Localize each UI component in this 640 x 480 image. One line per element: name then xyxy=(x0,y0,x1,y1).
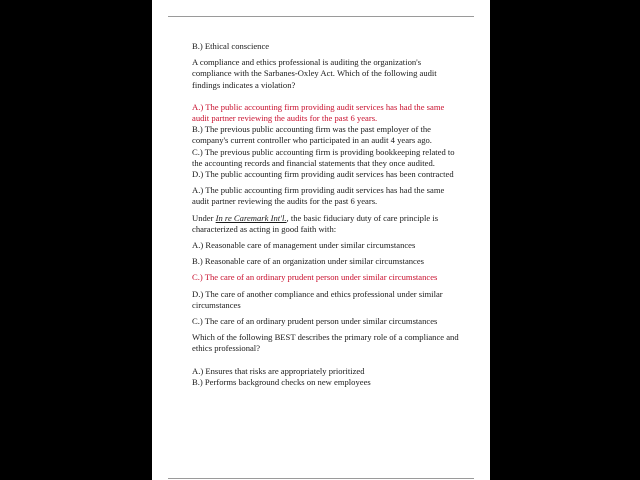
q2-question-suffix: , the basic fiduciary duty of care principle is characterized as acting in good faith with: xyxy=(192,212,439,234)
q2-question xyxy=(192,213,462,235)
document-page xyxy=(152,0,490,480)
q0-option-b: B.) Ethical conscience xyxy=(192,41,270,51)
q1-option-c: C.) The previous public accounting firm is providing bookkeeping related to the accounting records and financial statements that they once audited. xyxy=(192,146,455,168)
q1-option-a-correct: A.) The public accounting firm providing audit services has had the same audit partner reviewing the audits for the past 6 years. xyxy=(192,101,445,124)
case-name: In re Caremark Int'l. xyxy=(215,212,287,223)
q3-question: Which of the following BEST describes the primary role of a compliance and ethics professional? xyxy=(192,332,459,354)
q1-option-b: B.) The previous public accounting firm was the past employer of the company's current controller who participated in an audit 4 years ago. xyxy=(192,124,432,146)
q1-question: A compliance and ethics professional is auditing the organization's compliance with the Sarbanes-Oxley Act. Which of the following audit findings indicates a violation? xyxy=(192,57,437,90)
q2-option-c-correct: C.) The care of an ordinary prudent person under similar circumstances xyxy=(192,272,438,283)
q2-question-prefix: Under xyxy=(192,212,216,223)
q3-option-a: A.) Ensures that risks are appropriately prioritized xyxy=(192,365,365,376)
q2-option-b: B.) Reasonable care of an organization under similar circumstances xyxy=(192,256,425,267)
q1-option-d: D.) The public accounting firm providing audit services has been contracted xyxy=(192,169,454,180)
q3-option-b: B.) Performs background checks on new employees xyxy=(192,376,371,387)
document-body xyxy=(192,41,462,388)
top-divider xyxy=(168,16,474,17)
q2-option-d: D.) The care of another compliance and ethics professional under similar circumstances xyxy=(192,288,443,310)
bottom-divider xyxy=(168,478,474,479)
q1-answer: A.) The public accounting firm providing audit services has had the same audit partner reviewing the audits for the past 6 years. xyxy=(192,185,445,207)
q2-answer: C.) The care of an ordinary prudent person under similar circumstances xyxy=(192,316,438,327)
q2-option-a: A.) Reasonable care of management under similar circumstances xyxy=(192,240,416,251)
